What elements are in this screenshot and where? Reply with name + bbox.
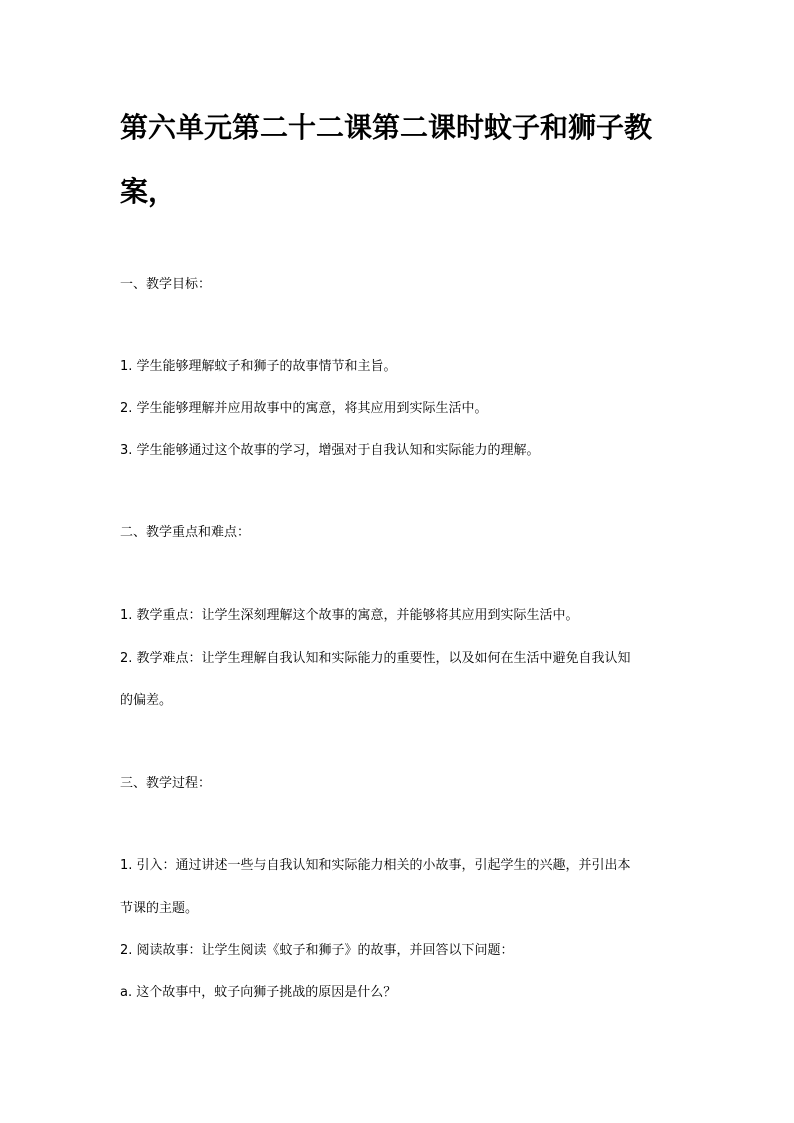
document-title-line-2: 案， bbox=[120, 175, 177, 208]
objective-item-1: 1. 学生能够理解蚊子和狮子的故事情节和主旨。 bbox=[120, 359, 397, 374]
section-heading-key-points: 二、教学重点和难点： bbox=[120, 525, 251, 540]
process-item-1-continued: 节课的主题。 bbox=[120, 901, 199, 916]
section-heading-objectives: 一、教学目标： bbox=[120, 277, 212, 292]
key-point-item-2: 2. 教学难点：让学生理解自我认知和实际能力的重要性，以及如何在生活中避免自我认知 bbox=[120, 651, 631, 666]
document-title-line-1: 第六单元第二十二课第二课时蚊子和狮子教 bbox=[120, 111, 653, 144]
section-heading-process: 三、教学过程： bbox=[120, 776, 212, 791]
key-point-item-1: 1. 教学重点：让学生深刻理解这个故事的寓意，并能够将其应用到实际生活中。 bbox=[120, 608, 579, 623]
process-item-1: 1. 引入：通过讲述一些与自我认知和实际能力相关的小故事，引起学生的兴趣，并引出本 bbox=[120, 858, 631, 873]
objective-item-3: 3. 学生能够通过这个故事的学习，增强对于自我认知和实际能力的理解。 bbox=[120, 443, 540, 458]
process-question-a: a. 这个故事中，蚊子向狮子挑战的原因是什么？ bbox=[120, 985, 397, 1000]
process-item-2: 2. 阅读故事：让学生阅读《蚊子和狮子》的故事，并回答以下问题： bbox=[120, 943, 514, 958]
objective-item-2: 2. 学生能够理解并应用故事中的寓意，将其应用到实际生活中。 bbox=[120, 401, 488, 416]
key-point-item-2-continued: 的偏差。 bbox=[120, 693, 173, 708]
